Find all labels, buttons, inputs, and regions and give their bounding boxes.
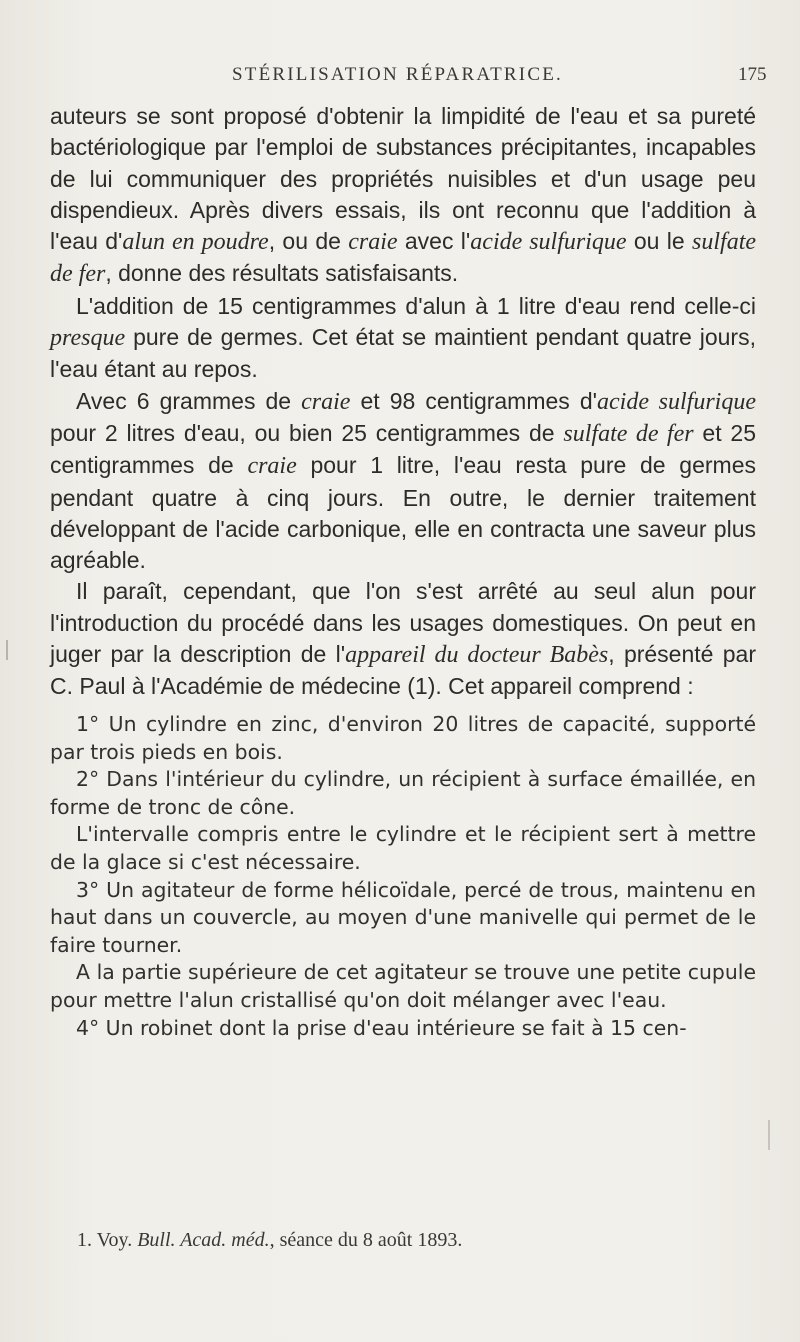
text-run: avec l' [397,228,471,255]
edge-mark [768,1120,770,1150]
italic-term: acide sulfurique [597,388,756,415]
italic-term: sulfate de fer [50,229,757,288]
list-item-1: 1° Un cylindre en zinc, d'environ 20 litres de capacité, supporté par trois pieds en bois. [50,712,756,764]
main-text [50,101,756,703]
footnote [77,1229,462,1252]
italic-term: craie [301,388,351,415]
text-run: auteurs se sont proposé d'obtenir la limpidité de l'eau et sa pureté bactériologique par l'emploi de substances précipitantes, incapables de lui communiquer des propriétés nuisibles et d'un usage peu dispendieux. Après divers essais, ils ont reconnu que l'addition à l'eau d' [50,103,756,255]
text-run: , ou de [268,228,349,255]
text-run: , présenté par C. Paul à l'Académie de médecine (1). Cet appareil comprend : [50,641,756,700]
text-run: , donne des résultats satisfaisants. [105,260,459,287]
italic-term: craie [348,229,398,256]
list-item-3-note: A la partie supérieure de cet agitateur se trouve une petite cupule pour mettre l'alun cristallisé qu'on doit mélanger avec l'eau. [50,960,756,1012]
running-head: STÉRILISATION RÉPARATRICE. [232,64,563,85]
text-run: ou le [626,228,693,255]
paragraph-2 [50,291,756,386]
text-run: pour 1 litre, l'eau resta pure de germes pendant quatre à cinq jours. En outre, le dernier traitement développant de l'acide carbonique, elle en contracta une saveur plus agréable. [50,452,756,574]
text-run: Avec 6 grammes de [76,387,302,414]
footnote-text: 1. Voy. [77,1229,138,1251]
text-run: et 25 centigrammes de [50,419,757,479]
paragraph-4 [50,576,756,702]
page-number: 175 [738,64,767,85]
italic-term: sulfate de fer [563,420,694,447]
paragraph-1 [50,101,756,291]
italic-term: acide sulfurique [470,229,627,256]
text-run: Il paraît, cependant, que l'on s'est arrêté au seul alun pour l'introduction du procédé dans les usages domestiques. On peut en juger par la description de l' [50,578,756,668]
list-item-3: 3° Un agitateur de forme hélicoïdale, percé de trous, maintenu en haut dans un couvercle, au moyen d'une manivelle qui permet de le faire tourner. [50,877,756,957]
list-item-4: 4° Un robinet dont la prise d'eau intérieure se fait à 15 cen- [76,1015,687,1040]
apparatus-list [50,711,756,1042]
list-item-2-note: L'intervalle compris entre le cylindre et le récipient sert à mettre de la glace si c'est nécessaire. [50,822,756,874]
italic-term: craie [247,453,297,480]
text-run: pour 2 litres d'eau, ou bien 25 centigrammes de [50,419,564,446]
margin-mark [6,640,8,660]
italic-term: alun en poudre [122,229,269,256]
list-item-2: 2° Dans l'intérieur du cylindre, un récipient à surface émaillée, en forme de tronc de cône. [50,767,756,819]
italic-term: appareil du docteur Babès [345,642,609,669]
footnote-journal: Bull. Acad. méd. [137,1229,270,1251]
paragraph-3 [50,386,756,577]
text-run: et 98 centigrammes d' [350,387,598,414]
italic-term: presque [50,325,126,352]
text-run: L'addition de 15 centigrammes d'alun à 1 litre d'eau rend celle-ci [76,292,756,319]
text-run: pure de germes. Cet état se maintient pendant quatre jours, l'eau étant au repos. [50,324,756,383]
footnote-text: , séance du 8 août 1893. [269,1229,463,1251]
page-header [0,64,800,92]
